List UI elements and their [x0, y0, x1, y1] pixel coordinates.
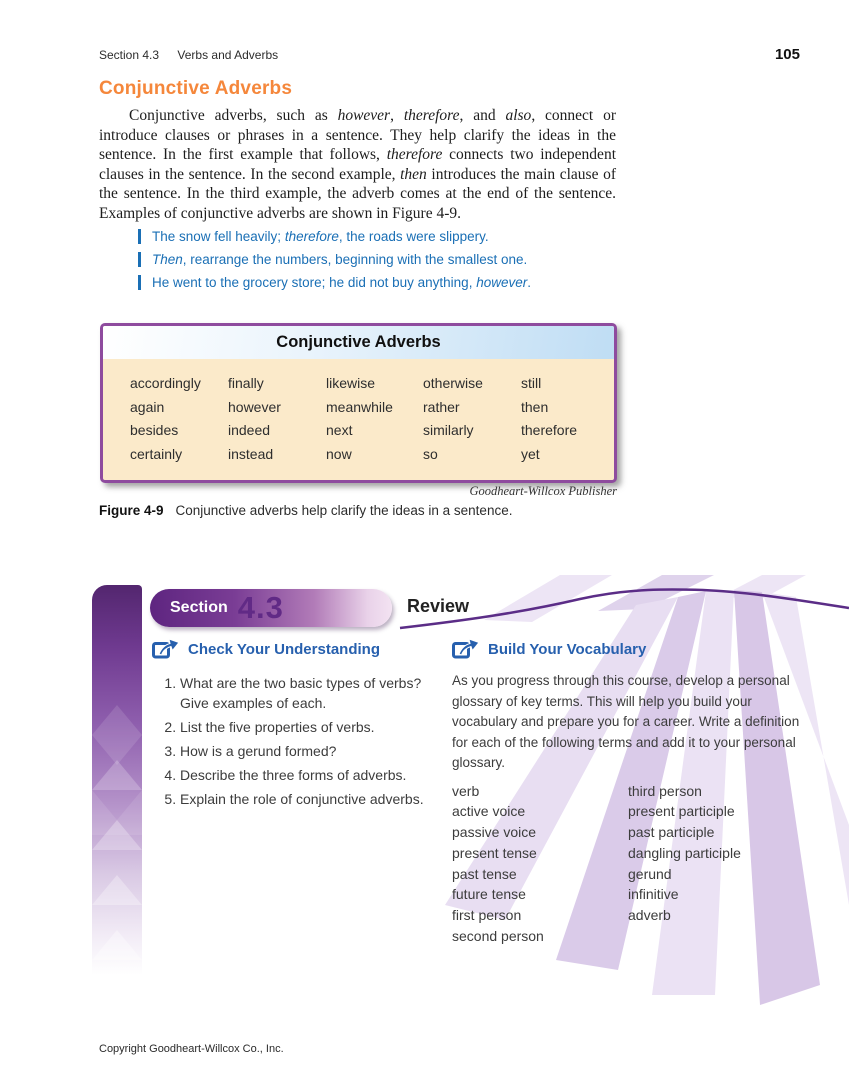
vocabulary-term: adverb	[628, 907, 671, 924]
running-head-title: Verbs and Adverbs	[177, 48, 279, 62]
figure-table-body	[103, 359, 614, 480]
question-item: 3. How is a gerund formed?	[180, 741, 448, 761]
check-understanding-heading	[152, 638, 448, 660]
table-row	[130, 372, 606, 396]
copyright-line: Copyright Goodheart-Willcox Co., Inc.	[99, 1043, 284, 1055]
question-item: 1. What are the two basic types of verbs? Give examples of each.	[180, 673, 448, 713]
table-cell: rather	[423, 398, 460, 415]
running-head	[99, 46, 800, 63]
strip-facets-graphic	[92, 585, 142, 975]
vocabulary-term: active voice	[452, 803, 526, 820]
vocabulary-term: future tense	[452, 886, 526, 903]
build-vocabulary-heading	[452, 638, 818, 660]
example-sentence: He went to the grocery store; he did not buy anything, however.	[138, 275, 531, 290]
table-cell: however	[228, 398, 281, 415]
page-number: 105	[774, 46, 800, 63]
vocabulary-term: infinitive	[628, 886, 679, 903]
review-side-strip	[92, 585, 142, 975]
vocabulary-intro: As you progress through this course, develop a personal glossary of key terms. This will help you build your vocabulary and prepare you for a career. Write a definition for each of the following terms and add it to your personal glossary.	[452, 673, 800, 770]
article-heading: Conjunctive Adverbs	[99, 78, 293, 99]
section-badge	[150, 589, 392, 627]
table-cell: accordingly	[130, 375, 201, 391]
vocabulary-term: present tense	[452, 844, 537, 861]
table-cell: so	[423, 445, 438, 462]
figure-caption	[99, 503, 512, 518]
running-head-section: Section 4.3	[99, 48, 160, 62]
vocabulary-lists	[452, 781, 818, 947]
table-cell: still	[521, 375, 542, 391]
vocabulary-term: present participle	[628, 803, 735, 820]
article-paragraph: Conjunctive adverbs, such as however, therefore, and also, connect or introduce clauses or phrases in a sentence. They help clarify the ideas in the sentence. In the first example that follows, therefore connects two independent clauses in the sentence. In the second example, then introduces the main clause of the sentence. In the third example, the adverb comes at the end of the sentence. Examples of conjunctive adverbs are shown in Figure 4-9.	[99, 107, 616, 222]
table-cell: finally	[228, 375, 264, 391]
question-item: 2. List the five properties of verbs.	[180, 717, 448, 737]
table-cell: then	[521, 398, 549, 415]
table-cell: besides	[130, 422, 179, 438]
figure-caption-text: Conjunctive adverbs help clarify the ideas in a sentence.	[175, 503, 513, 518]
table-cell: meanwhile	[326, 398, 393, 415]
vocabulary-column-2	[628, 781, 741, 947]
table-row	[130, 396, 606, 420]
table-cell: instead	[228, 445, 274, 462]
example-sentence: The snow fell heavily; therefore, the roads were slippery.	[138, 229, 531, 244]
vocabulary-term: passive voice	[452, 824, 537, 841]
table-cell: again	[130, 398, 165, 415]
table-cell: indeed	[228, 422, 271, 438]
table-cell: certainly	[130, 445, 183, 462]
example-sentences	[138, 229, 531, 298]
table-cell: otherwise	[423, 375, 483, 391]
external-link-icon	[152, 638, 179, 660]
figure-caption-label: Figure 4-9	[99, 503, 164, 518]
table-cell: yet	[521, 445, 540, 462]
question-item: 5. Explain the role of conjunctive adverbs.	[180, 789, 448, 809]
table-row	[130, 443, 606, 467]
question-item: 4. Describe the three forms of adverbs.	[180, 765, 448, 785]
check-understanding-title: Check Your Understanding	[188, 640, 380, 658]
vocabulary-term: past participle	[628, 824, 715, 841]
section-badge-number: 4.3	[237, 590, 284, 625]
table-cell: therefore	[521, 422, 578, 438]
check-understanding-block	[152, 638, 448, 813]
vocabulary-term: third person	[628, 782, 702, 799]
table-cell: likewise	[326, 375, 376, 391]
external-link-icon	[452, 638, 479, 660]
running-head-left	[99, 48, 278, 62]
vocabulary-term: past tense	[452, 865, 517, 882]
vocabulary-term: dangling participle	[628, 844, 741, 861]
section-review	[0, 575, 849, 1060]
table-cell: now	[326, 445, 352, 462]
example-sentence: Then, rearrange the numbers, beginning with the smallest one.	[138, 252, 531, 267]
vocabulary-term: second person	[452, 928, 544, 945]
table-cell: next	[326, 422, 353, 438]
figure-table-title: Conjunctive Adverbs	[103, 326, 614, 359]
figure-credit: Goodheart-Willcox Publisher	[469, 484, 617, 498]
table-cell: similarly	[423, 422, 474, 438]
review-title: Review	[407, 596, 470, 616]
section-badge-label: Section	[170, 599, 228, 616]
vocabulary-term: verb	[452, 782, 480, 799]
figure-table	[100, 323, 617, 483]
build-vocabulary-block	[452, 638, 818, 947]
vocabulary-term: gerund	[628, 865, 672, 882]
vocabulary-term: first person	[452, 907, 522, 924]
build-vocabulary-title: Build Your Vocabulary	[488, 640, 647, 658]
table-row	[130, 419, 606, 443]
vocabulary-column-1	[452, 781, 628, 947]
check-understanding-questions	[152, 673, 448, 809]
